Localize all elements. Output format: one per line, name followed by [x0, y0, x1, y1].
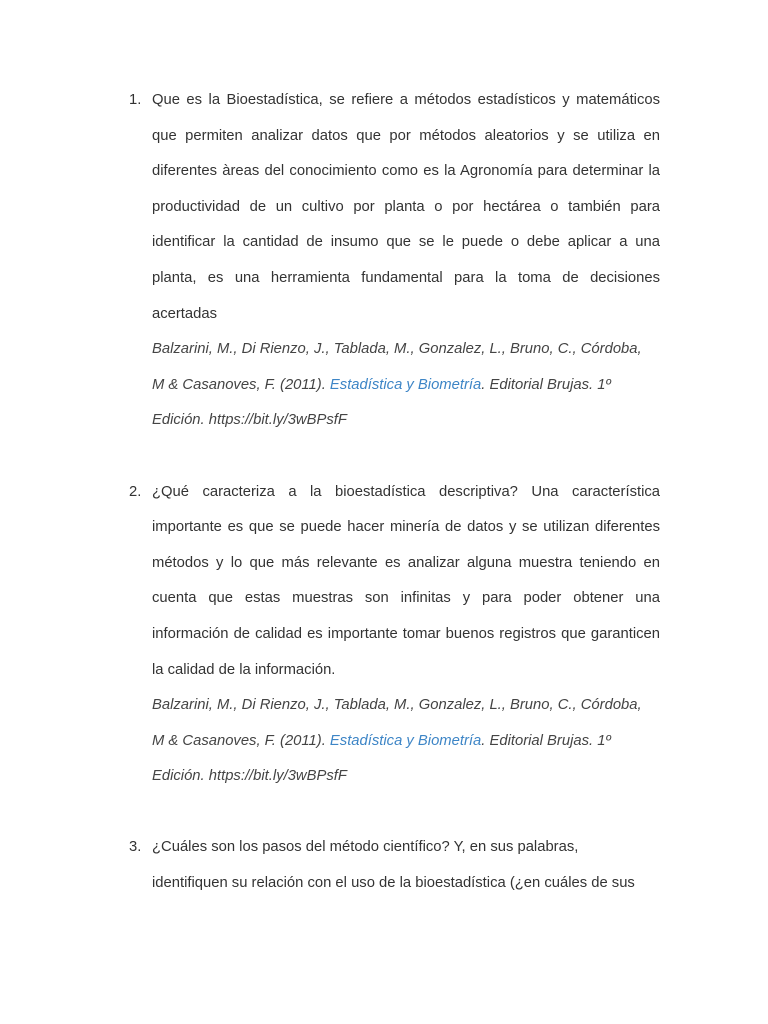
item-number: 3. [129, 839, 142, 856]
citation-title-link[interactable]: Estadística y Biometría [329, 376, 482, 393]
citation-source [152, 368, 660, 404]
answer-body [152, 475, 660, 795]
answer-line: productividad de un cultivo por planta o por hectárea o también para [152, 198, 660, 215]
citation-url: Edición. https://bit.ly/3wBPsfF [152, 768, 347, 785]
question-item-1 [0, 83, 768, 439]
citation-year: M & Casanoves, F. (2011). [152, 732, 330, 749]
question-item-3 [0, 830, 768, 901]
citation-publisher: . Editorial Brujas. 1º [481, 376, 611, 393]
answer-line: ¿Qué caracteriza a la bioestadística descriptiva? Una característica [152, 483, 660, 500]
citation-authors: Balzarini, M., Di Rienzo, J., Tablada, M., Gonzalez, L., Bruno, C., Córdoba, [152, 697, 642, 714]
answer-body [152, 83, 660, 439]
answer-line: planta, es una herramienta fundamental para la toma de decisiones [152, 269, 660, 286]
citation [152, 688, 660, 795]
item-number: 1. [129, 92, 142, 108]
question-line: identifiquen su relación con el uso de la bioestadística (¿en cuáles de sus [152, 875, 635, 892]
answer-line: acertadas [152, 305, 217, 322]
answer-line: cuenta que estas muestras son infinitas y para poder obtener una [152, 590, 660, 607]
question-body [152, 830, 660, 901]
answer-line: identificar la cantidad de insumo que se le puede o debe aplicar a una [152, 234, 660, 251]
citation-title-link[interactable]: Estadística y Biometría [329, 732, 482, 749]
answer-line: la calidad de la información. [152, 661, 336, 678]
citation-source [152, 724, 660, 760]
answer-line: Que es la Bioestadística, se refiere a métodos estadísticos y matemáticos [152, 92, 660, 108]
answer-line: que permiten analizar datos que por métodos aleatorios y se utiliza en [152, 127, 660, 144]
answer-line: información de calidad es importante tomar buenos registros que garanticen [152, 625, 660, 642]
item-number: 2. [129, 483, 142, 500]
citation-authors: Balzarini, M., Di Rienzo, J., Tablada, M., Gonzalez, L., Bruno, C., Córdoba, [152, 341, 642, 358]
citation [152, 332, 660, 439]
answer-line: diferentes àreas del conocimiento como es la Agronomía para determinar la [152, 163, 660, 180]
question-line: ¿Cuáles son los pasos del método científico? Y, en sus palabras, [152, 839, 579, 856]
citation-year: M & Casanoves, F. (2011). [152, 376, 330, 393]
question-item-2 [0, 475, 768, 795]
answer-line: importante es que se puede hacer minería de datos y se utilizan diferentes [152, 519, 660, 536]
citation-url: Edición. https://bit.ly/3wBPsfF [152, 412, 347, 429]
answer-line: métodos y lo que más relevante es analizar alguna muestra teniendo en [152, 554, 660, 571]
citation-publisher: . Editorial Brujas. 1º [481, 732, 611, 749]
